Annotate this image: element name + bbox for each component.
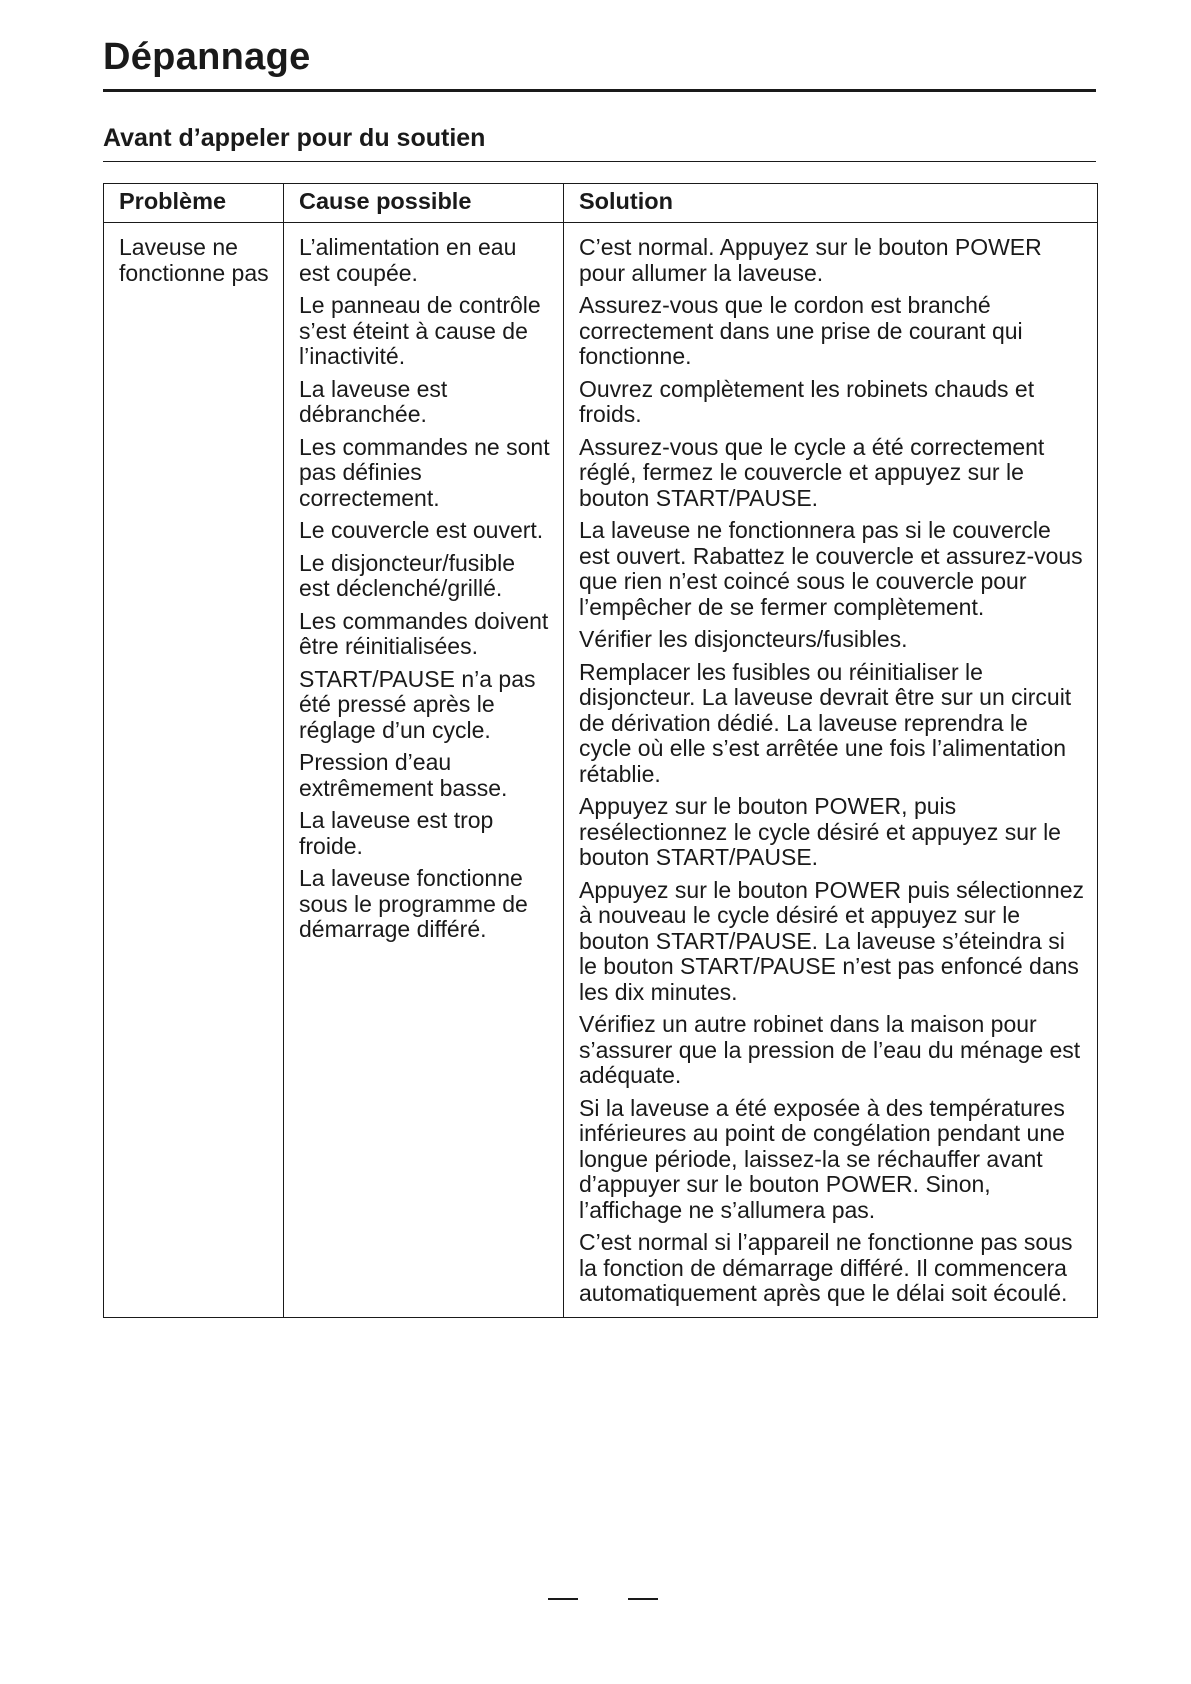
page-dash-right xyxy=(628,1598,658,1600)
page-dash-left xyxy=(548,1598,578,1600)
solution-item: Remplacer les fusibles ou réinitialiser le disjoncteur. La laveuse devrait être sur un circuit de dérivation dédié. La laveuse reprendra le cycle où elle s’est arrêtée une fois l’alimentation rétablie. xyxy=(579,658,1072,787)
header-cause: Cause possible xyxy=(284,184,564,223)
solution-item: Assurez-vous que le cycle a été correctement réglé, fermez le couvercle et appuyez sur le bouton START/PAUSE. xyxy=(579,433,1045,511)
solution-item: Appuyez sur le bouton POWER, puis resélectionnez le cycle désiré et appuyez sur le bouton START/PAUSE. xyxy=(579,793,1061,870)
cause-item: Le disjoncteur/fusible est déclenché/grillé. xyxy=(299,549,516,601)
solution-item: C’est normal. Appuyez sur le bouton POWER pour allumer la laveuse. xyxy=(579,234,1042,286)
troubleshooting-table xyxy=(103,183,1098,1318)
solution-cell xyxy=(564,223,1098,1318)
solution-item: Si la laveuse a été exposée à des températures inférieures au point de congélation pendant une longue période, laissez-la se réchauffer avant d’appuyer sur le bouton POWER. Sinon, l’affichage ne s’allumera pas. xyxy=(579,1094,1065,1223)
cause-item: La laveuse est débranchée. xyxy=(299,375,448,427)
cause-item: L’alimentation en eau est coupée. xyxy=(299,234,517,286)
cause-item: Les commandes doivent être réinitialisées. xyxy=(299,607,549,659)
section-title: Avant d’appeler pour du soutien xyxy=(103,124,486,152)
solution-item: Ouvrez complètement les robinets chauds et froids. xyxy=(579,375,1035,427)
cause-cell xyxy=(284,223,564,1318)
cause-item: Le panneau de contrôle s’est éteint à cause de l’inactivité. xyxy=(299,292,541,369)
problem-cell xyxy=(104,223,284,1318)
page-number-marks xyxy=(548,1598,658,1600)
header-solution: Solution xyxy=(564,184,1098,223)
problem-text: Laveuse ne fonctionne pas xyxy=(119,234,269,286)
solution-item: Vérifier les disjoncteurs/fusibles. xyxy=(579,626,908,652)
solution-item: Vérifiez un autre robinet dans la maison pour s’assurer que la pression de l’eau du ménage est adéquate. xyxy=(579,1011,1081,1088)
section-divider xyxy=(103,161,1096,162)
cause-item: Les commandes ne sont pas définies correctement. xyxy=(299,433,550,511)
cause-item: La laveuse fonctionne sous le programme de démarrage différé. xyxy=(299,865,528,942)
table-row xyxy=(104,223,1098,1318)
header-problem: Problème xyxy=(104,184,284,223)
cause-item: Le couvercle est ouvert. xyxy=(299,517,544,543)
solution-item: C’est normal si l’appareil ne fonctionne pas sous la fonction de démarrage différé. Il commencera automatiquement après que le délai soit écoulé. xyxy=(579,1229,1073,1306)
cause-item: Pression d’eau extrêmement basse. xyxy=(299,749,508,801)
solution-item: Assurez-vous que le cordon est branché correctement dans une prise de courant qui fonctionne. xyxy=(579,292,1023,369)
title-divider xyxy=(103,89,1096,92)
solution-item: Appuyez sur le bouton POWER puis sélectionnez à nouveau le cycle désiré et appuyez sur le bouton START/PAUSE. La laveuse s’éteindra si le bouton START/PAUSE n’est pas enfoncé dans les dix minutes. xyxy=(579,876,1084,1005)
cause-item: START/PAUSE n’a pas été pressé après le réglage d’un cycle. xyxy=(299,665,536,743)
cause-item: La laveuse est trop froide. xyxy=(299,807,494,859)
solution-item: La laveuse ne fonctionnera pas si le couvercle est ouvert. Rabattez le couvercle et assurez-vous que rien n’est coincé sous le couvercle pour l’empêcher de se fermer complètement. xyxy=(579,517,1083,620)
page-title: Dépannage xyxy=(103,36,311,78)
table-header-row xyxy=(104,184,1098,223)
